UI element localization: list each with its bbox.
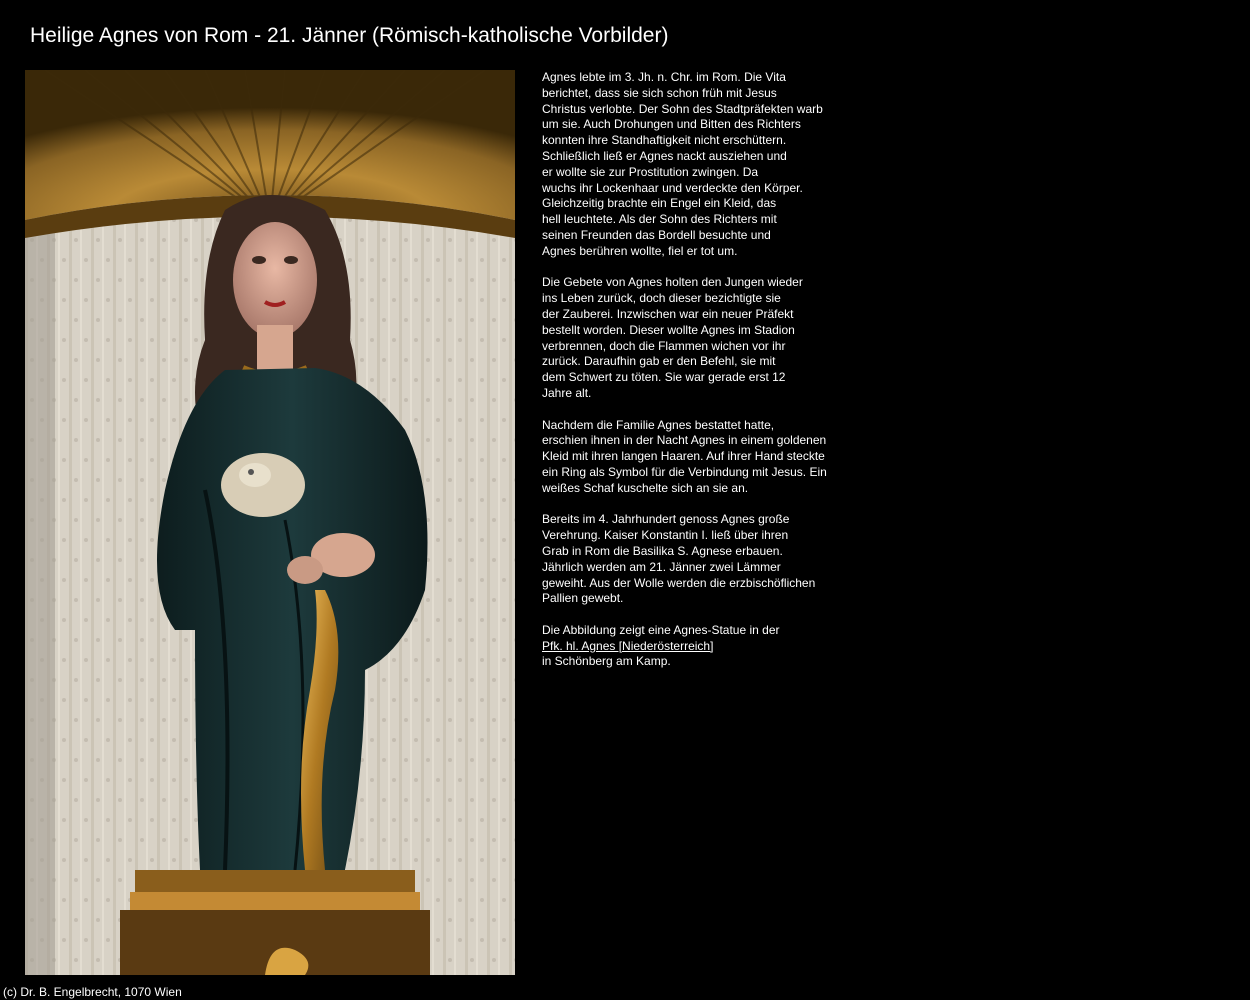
paragraph-martyrdom — [542, 275, 842, 401]
text-line: Christus verlobte. Der Sohn des Stadtpräfekten warb — [542, 101, 823, 116]
text-line: zurück. Daraufhin gab er den Befehl, sie mit — [542, 354, 776, 369]
paragraph-veneration — [542, 512, 842, 607]
text-line: berichtet, dass sie sich schon früh mit Jesus — [542, 85, 777, 100]
text-line: Schließlich ließ er Agnes nackt ausziehen und — [542, 148, 787, 163]
paragraph-apparition — [542, 418, 842, 497]
text-line: bestellt worden. Dieser wollte Agnes im Stadion — [542, 322, 795, 337]
text-line: Kleid mit ihren langen Haaren. Auf ihrer Hand steckte — [542, 449, 825, 464]
text-line: dem Schwert zu töten. Sie war gerade erst 12 — [542, 370, 786, 385]
text-line: ins Leben zurück, doch dieser bezichtigte sie — [542, 291, 781, 306]
text-line: er wollte sie zur Prostitution zwingen. Da — [542, 164, 759, 179]
text-line: Jahre alt. — [542, 385, 592, 400]
text-line: Agnes lebte im 3. Jh. n. Chr. im Rom. Die Vita — [542, 70, 786, 84]
text-line: Agnes berühren wollte, fiel er tot um. — [542, 243, 738, 258]
text-line: Bereits im 4. Jahrhundert genoss Agnes große — [542, 512, 790, 527]
text-line: um sie. Auch Drohungen und Bitten des Richters — [542, 117, 801, 132]
page-title: Heilige Agnes von Rom - 21. Jänner (Römisch-katholische Vorbilder) — [30, 24, 669, 47]
text-line: seinen Freunden das Bordell besuchte und — [542, 227, 771, 242]
text-line: in Schönberg am Kamp. — [542, 654, 671, 669]
text-line: der Zauberei. Inzwischen war ein neuer Präfekt — [542, 306, 794, 321]
statue-photo — [25, 70, 515, 975]
text-line: erschien ihnen in der Nacht Agnes in einem goldenen — [542, 433, 827, 448]
paragraph-image-caption — [542, 623, 842, 670]
text-line: Die Abbildung zeigt eine Agnes-Statue in der — [542, 622, 780, 637]
text-line: hell leuchtete. Als der Sohn des Richters mit — [542, 212, 777, 227]
text-line: Die Gebete von Agnes holten den Jungen wieder — [542, 275, 803, 290]
text-line: Gleichzeitig brachte ein Engel ein Kleid, das — [542, 196, 777, 211]
text-line: weißes Schaf kuschelte sich an sie an. — [542, 480, 749, 495]
text-line: Verehrung. Kaiser Konstantin I. ließ über ihren — [542, 528, 789, 543]
copyright-footer: (c) Dr. B. Engelbrecht, 1070 Wien — [3, 985, 182, 999]
paragraph-vita — [542, 70, 842, 260]
text-line: Jährlich werden am 21. Jänner zwei Lämmer — [542, 559, 781, 574]
text-line: Pallien gewebt. — [542, 591, 624, 606]
text-line: verbrennen, doch die Flammen wichen vor ihr — [542, 338, 786, 353]
text-line: geweiht. Aus der Wolle werden die erzbischöflichen — [542, 575, 816, 590]
text-line — [542, 639, 842, 655]
text-line: Grab in Rom die Basilika S. Agnese erbauen. — [542, 543, 783, 558]
text-line: wuchs ihr Lockenhaar und verdeckte den Körper. — [542, 180, 803, 195]
parish-link[interactable]: Pfk. hl. Agnes [Niederösterreich] — [542, 638, 714, 653]
text-line: ein Ring als Symbol für die Verbindung mit Jesus. Ein — [542, 464, 827, 479]
article-text — [542, 70, 842, 686]
text-line: konnten ihre Standhaftigkeit nicht erschüttern. — [542, 133, 787, 148]
text-line: Nachdem die Familie Agnes bestattet hatte, — [542, 417, 775, 432]
